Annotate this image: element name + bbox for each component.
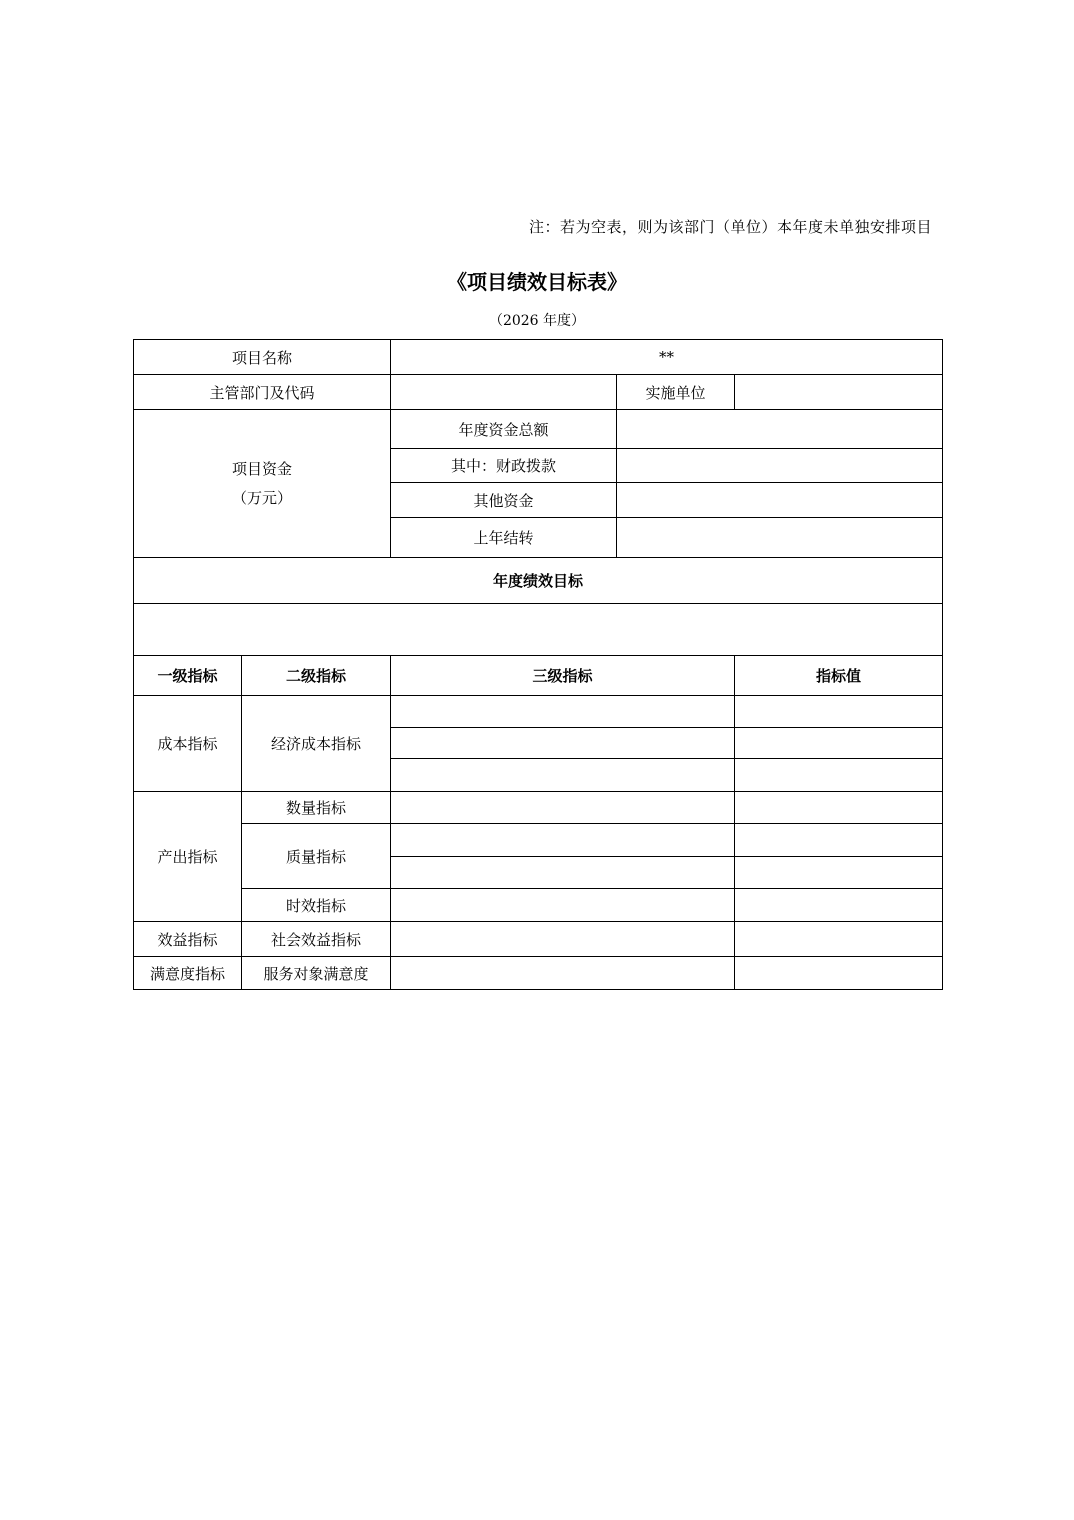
value-cell	[735, 792, 943, 824]
value-cell	[735, 728, 943, 759]
economic-cost-label: 经济成本指标	[242, 696, 391, 792]
table-row	[134, 889, 943, 922]
level3-cell	[391, 728, 735, 759]
fund-item-label: 其中：财政拨款	[391, 449, 617, 483]
indicator-header-row	[134, 656, 943, 696]
table-row	[134, 792, 943, 824]
level3-cell	[391, 696, 735, 728]
value-cell	[735, 824, 943, 857]
page-title: 《项目绩效目标表》	[447, 270, 627, 294]
department-value	[391, 375, 617, 410]
satisfaction-indicator-label: 满意度指标	[134, 957, 242, 990]
funds-row-total	[134, 410, 943, 449]
output-indicator-label: 产出指标	[134, 792, 242, 922]
project-funds-label-line1: 项目资金	[232, 459, 293, 478]
level3-cell	[391, 792, 735, 824]
level3-cell	[391, 889, 735, 922]
fund-item-label: 上年结转	[391, 518, 617, 558]
fund-item-value	[617, 449, 943, 483]
quality-indicator-label: 质量指标	[242, 824, 391, 889]
annual-goal-content	[134, 604, 943, 656]
value-cell	[735, 889, 943, 922]
table-row	[134, 824, 943, 857]
project-name-label: 项目名称	[134, 340, 391, 375]
service-satisfaction-label: 服务对象满意度	[242, 957, 391, 990]
benefit-indicator-label: 效益指标	[134, 922, 242, 957]
annual-goal-header: 年度绩效目标	[134, 558, 943, 604]
fund-item-value	[617, 483, 943, 518]
department-label: 主管部门及代码	[134, 375, 391, 410]
empty-table-note: 注：若为空表，则为该部门（单位）本年度未单独安排项目	[528, 218, 932, 236]
project-name-value: **	[391, 340, 943, 375]
fund-item-value	[617, 518, 943, 558]
table-row	[134, 957, 943, 990]
department-row	[134, 375, 943, 410]
value-cell	[735, 922, 943, 957]
value-cell	[735, 857, 943, 889]
value-cell	[735, 696, 943, 728]
cost-indicator-label: 成本指标	[134, 696, 242, 792]
implementing-unit-label: 实施单位	[617, 375, 735, 410]
annual-goal-header-row	[134, 558, 943, 604]
implementing-unit-value	[735, 375, 943, 410]
year-subtitle: （2026 年度）	[488, 313, 586, 329]
social-benefit-label: 社会效益指标	[242, 922, 391, 957]
annual-goal-content-row	[134, 604, 943, 656]
fund-item-label: 其他资金	[391, 483, 617, 518]
fund-item-label: 年度资金总额	[391, 410, 617, 449]
level3-cell	[391, 957, 735, 990]
value-cell	[735, 759, 943, 792]
level3-cell	[391, 759, 735, 792]
timeliness-indicator-label: 时效指标	[242, 889, 391, 922]
project-name-row	[134, 340, 943, 375]
header-value: 指标值	[735, 656, 943, 696]
fund-item-value	[617, 410, 943, 449]
value-cell	[735, 957, 943, 990]
level3-cell	[391, 922, 735, 957]
quantity-indicator-label: 数量指标	[242, 792, 391, 824]
project-funds-label-line2: （万元）	[232, 488, 293, 507]
table-row	[134, 696, 943, 728]
header-level1: 一级指标	[134, 656, 242, 696]
level3-cell	[391, 824, 735, 857]
level3-cell	[391, 857, 735, 889]
table-row	[134, 922, 943, 957]
performance-goal-table	[133, 339, 943, 990]
header-level2: 二级指标	[242, 656, 391, 696]
project-funds-label	[134, 410, 391, 558]
header-level3: 三级指标	[391, 656, 735, 696]
